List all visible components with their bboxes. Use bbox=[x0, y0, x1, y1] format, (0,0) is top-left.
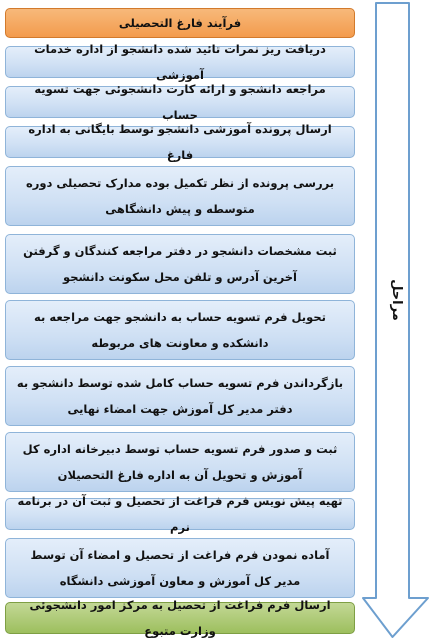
step-1: دریافت ریز نمرات تائید شده دانشجو از اداره خدمات آموزشی bbox=[5, 46, 355, 78]
process-title: فرآیند فارغ التحصیلی bbox=[5, 8, 355, 38]
step-9: تهیه پیش نویس فرم فراغت از تحصیل و ثبت آن در برنامه نرم bbox=[5, 498, 355, 530]
stages-label: مراحل bbox=[389, 279, 405, 321]
step-3: ارسال پرونده آموزشی دانشجو توسط بایگانی به اداره فارغ bbox=[5, 126, 355, 158]
step-6: تحویل فرم تسویه حساب به دانشجو جهت مراجعه به دانشکده و معاونت های مربوطه bbox=[5, 300, 355, 360]
step-10: آماده نمودن فرم فراغت از تحصیل و امضاء آن توسط مدیر کل آموزش و معاون آموزشی دانشگاه bbox=[5, 538, 355, 598]
final-step: ارسال فرم فراغت از تحصیل به مرکز امور دانشجوئی وزارت متبوع bbox=[5, 602, 355, 634]
step-4: بررسی پرونده از نظر تکمیل بوده مدارک تحصیلی دوره متوسطه و پیش دانشگاهی bbox=[5, 166, 355, 226]
step-8: ثبت و صدور فرم تسویه حساب توسط دبیرخانه اداره کل آموزش و تحویل آن به اداره فارغ التحصیلان bbox=[5, 432, 355, 492]
step-7: بازگرداندن فرم تسویه حساب کامل شده توسط دانشجو به دفتر مدیر کل آموزش جهت امضاء نهایی bbox=[5, 366, 355, 426]
step-5: ثبت مشخصات دانشجو در دفتر مراجعه کنندگان و گرفتن آخرین آدرس و تلفن محل سکونت دانشجو bbox=[5, 234, 355, 294]
step-2: مراجعه دانشجو و ارائه کارت دانشجوئی جهت تسویه حساب bbox=[5, 86, 355, 118]
